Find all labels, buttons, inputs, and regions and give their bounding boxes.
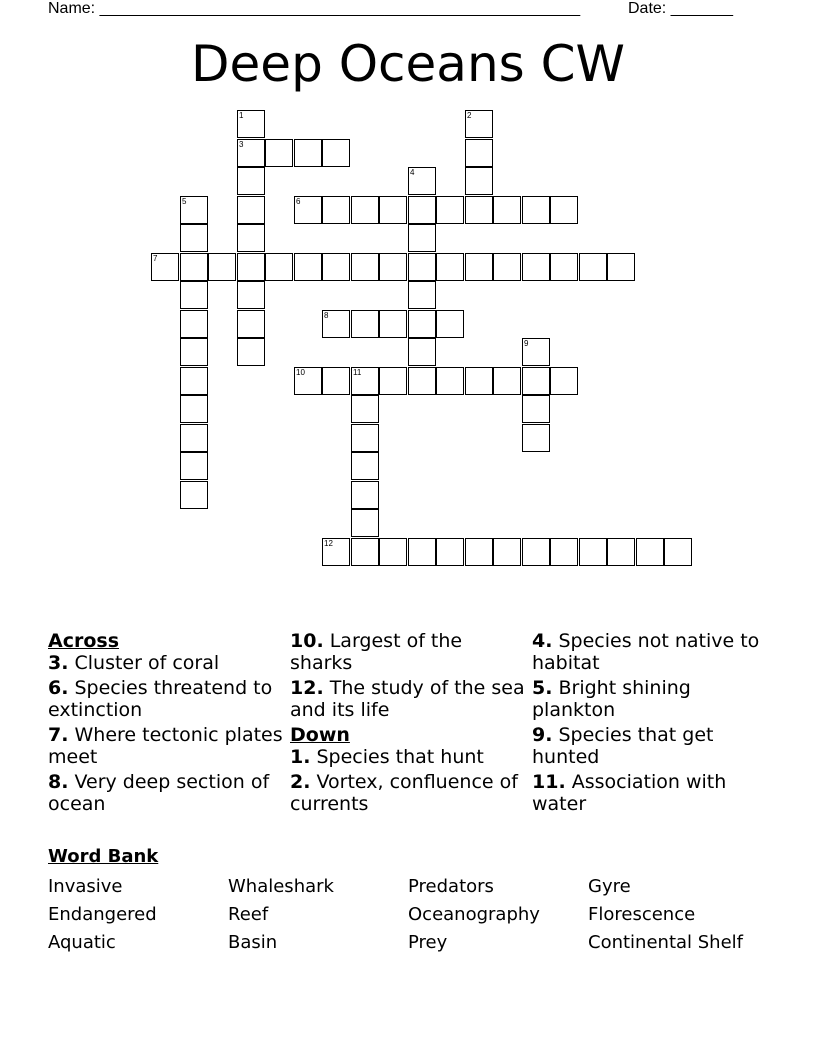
crossword-cell[interactable] [522, 338, 550, 366]
word-bank-item: Whaleshark [228, 876, 334, 897]
down-clue-9: 9. Species that get hunted [532, 724, 714, 768]
word-bank-item: Invasive [48, 876, 123, 897]
crossword-cell[interactable] [522, 395, 550, 423]
word-bank-item: Basin [228, 932, 278, 953]
crossword-cell[interactable] [351, 538, 379, 566]
crossword-cell[interactable] [379, 310, 407, 338]
page-title: Deep Oceans CW [191, 35, 625, 93]
crossword-cell[interactable] [294, 253, 322, 281]
down-clue-2: 2. Vortex, confluence of currents [290, 771, 518, 815]
date-field-label: Date: _______ [628, 0, 733, 17]
name-field-label: Name: ______________________________________________________ [48, 0, 581, 17]
crossword-cell[interactable] [607, 253, 635, 281]
word-bank-item: Florescence [588, 904, 696, 925]
crossword-cell[interactable] [180, 452, 208, 480]
crossword-cell[interactable] [408, 224, 436, 252]
crossword-cell[interactable] [522, 424, 550, 452]
clue-number: 4 [410, 168, 415, 177]
clue-number: 7 [153, 254, 158, 263]
crossword-cell[interactable] [408, 338, 436, 366]
crossword-cell[interactable] [664, 538, 692, 566]
crossword-cell[interactable] [294, 367, 322, 395]
word-bank-item: Aquatic [48, 932, 116, 953]
crossword-cell[interactable] [151, 253, 179, 281]
crossword-cell[interactable] [351, 196, 379, 224]
crossword-cell[interactable] [408, 253, 436, 281]
crossword-cell[interactable] [607, 538, 635, 566]
crossword-cell[interactable] [522, 253, 550, 281]
crossword-cell[interactable] [294, 196, 322, 224]
across-heading: Across [48, 630, 120, 652]
crossword-cell[interactable] [408, 310, 436, 338]
clue-number: 1 [239, 111, 244, 120]
crossword-cell[interactable] [237, 110, 265, 138]
clue-number: 3 [239, 140, 244, 149]
crossword-cell[interactable] [493, 538, 521, 566]
crossword-cell[interactable] [465, 538, 493, 566]
crossword-cell[interactable] [465, 253, 493, 281]
crossword-cell[interactable] [465, 167, 493, 195]
crossword-cell[interactable] [322, 139, 350, 167]
crossword-cell[interactable] [180, 367, 208, 395]
crossword-cell[interactable] [351, 424, 379, 452]
down-clue-5: 5. Bright shining plankton [532, 677, 691, 721]
across-clue-8: 8. Very deep section of ocean [48, 771, 270, 815]
crossword-cell[interactable] [436, 253, 464, 281]
word-bank-item: Endangered [48, 904, 157, 925]
crossword-cell[interactable] [351, 253, 379, 281]
down-clue-11: 11. Association with water [532, 771, 727, 815]
crossword-cell[interactable] [180, 481, 208, 509]
clues-column-1 [48, 630, 283, 818]
crossword-cell[interactable] [322, 310, 350, 338]
clue-number: 2 [467, 111, 472, 120]
crossword-cell[interactable] [265, 253, 293, 281]
crossword-cell[interactable] [379, 367, 407, 395]
crossword-cell[interactable] [408, 167, 436, 195]
word-bank-item: Gyre [588, 876, 631, 897]
crossword-cell[interactable] [522, 196, 550, 224]
clue-number: 11 [353, 368, 362, 377]
crossword-cell[interactable] [465, 139, 493, 167]
crossword-cell[interactable] [351, 481, 379, 509]
crossword-cell[interactable] [351, 310, 379, 338]
clues-column-3 [532, 630, 772, 818]
crossword-cell[interactable] [550, 196, 578, 224]
crossword-cell[interactable] [436, 367, 464, 395]
crossword-cell[interactable] [465, 367, 493, 395]
crossword-cell[interactable] [493, 196, 521, 224]
crossword-cell[interactable] [237, 338, 265, 366]
crossword-cell[interactable] [237, 167, 265, 195]
crossword-cell[interactable] [180, 395, 208, 423]
crossword-cell[interactable] [237, 310, 265, 338]
crossword-cell[interactable] [436, 196, 464, 224]
crossword-cell[interactable] [579, 538, 607, 566]
crossword-cell[interactable] [180, 253, 208, 281]
crossword-cell[interactable] [522, 538, 550, 566]
crossword-cell[interactable] [237, 253, 265, 281]
crossword-cell[interactable] [180, 424, 208, 452]
crossword-cell[interactable] [237, 224, 265, 252]
crossword-cell[interactable] [379, 538, 407, 566]
crossword-cell[interactable] [493, 253, 521, 281]
crossword-cell[interactable] [265, 139, 293, 167]
clues-column-2 [290, 630, 525, 818]
crossword-cell[interactable] [180, 338, 208, 366]
crossword-cell[interactable] [550, 538, 578, 566]
across-clue-6: 6. Species threatend to extinction [48, 677, 273, 721]
word-bank-heading: Word Bank [48, 846, 159, 867]
crossword-cell[interactable] [465, 196, 493, 224]
word-bank-item: Oceanography [408, 904, 540, 925]
word-bank-item: Continental Shelf [588, 932, 743, 953]
crossword-cell[interactable] [550, 367, 578, 395]
across-clue-3: 3. Cluster of coral [48, 652, 220, 674]
crossword-cell[interactable] [408, 367, 436, 395]
clue-number: 5 [182, 197, 187, 206]
crossword-cell[interactable] [322, 196, 350, 224]
crossword-cell[interactable] [408, 281, 436, 309]
crossword-cell[interactable] [579, 253, 607, 281]
crossword-cell[interactable] [322, 367, 350, 395]
crossword-cell[interactable] [322, 538, 350, 566]
crossword-cell[interactable] [237, 281, 265, 309]
clue-number: 8 [324, 311, 329, 320]
crossword-cell[interactable] [379, 196, 407, 224]
word-bank-item: Predators [408, 876, 494, 897]
crossword-cell[interactable] [237, 196, 265, 224]
crossword-cell[interactable] [180, 310, 208, 338]
crossword-cell[interactable] [408, 196, 436, 224]
across-clue-10: 10. Largest of the sharks [290, 630, 463, 674]
crossword-cell[interactable] [493, 367, 521, 395]
crossword-cell[interactable] [436, 310, 464, 338]
crossword-cell[interactable] [208, 253, 236, 281]
clue-number: 6 [296, 197, 301, 206]
clue-number: 12 [324, 539, 333, 548]
crossword-cell[interactable] [294, 139, 322, 167]
across-clue-12: 12. The study of the sea and its life [290, 677, 525, 721]
down-heading: Down [290, 724, 350, 746]
down-clue-1: 1. Species that hunt [290, 746, 484, 768]
crossword-cell[interactable] [436, 538, 464, 566]
down-clue-4: 4. Species not native to habitat [532, 630, 760, 674]
crossword-cell[interactable] [351, 367, 379, 395]
crossword-cell[interactable] [465, 110, 493, 138]
crossword-cell[interactable] [351, 395, 379, 423]
crossword-cell[interactable] [408, 538, 436, 566]
across-clue-7: 7. Where tectonic plates meet [48, 724, 283, 768]
word-bank-item: Reef [228, 904, 269, 925]
crossword-cell[interactable] [237, 139, 265, 167]
crossword-cell[interactable] [180, 196, 208, 224]
crossword-cell[interactable] [180, 281, 208, 309]
crossword-cell[interactable] [351, 452, 379, 480]
clue-number: 10 [296, 368, 305, 377]
crossword-cell[interactable] [550, 253, 578, 281]
crossword-cell[interactable] [351, 509, 379, 537]
word-bank-item: Prey [408, 932, 448, 953]
clue-number: 9 [524, 339, 529, 348]
crossword-cell[interactable] [636, 538, 664, 566]
crossword-cell[interactable] [180, 224, 208, 252]
crossword-cell[interactable] [522, 367, 550, 395]
crossword-cell[interactable] [379, 253, 407, 281]
crossword-cell[interactable] [322, 253, 350, 281]
